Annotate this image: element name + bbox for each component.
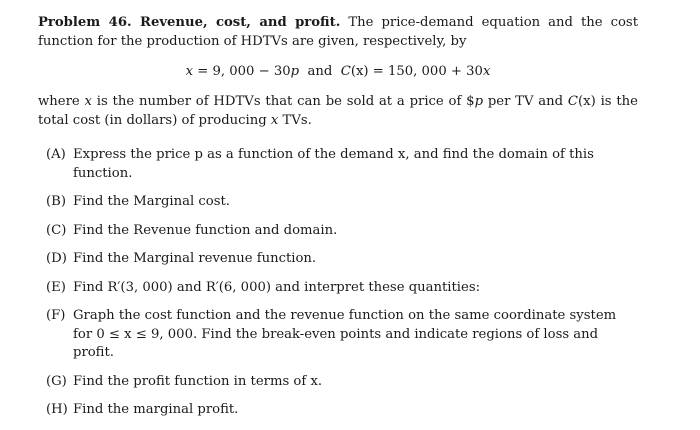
part-label: (H)	[46, 402, 68, 417]
part-label: (E)	[46, 279, 66, 295]
part-label: (C)	[46, 222, 67, 238]
explanation-arg-c: (x)	[578, 94, 596, 109]
explanation-var-c: C	[567, 94, 579, 109]
problem-explanation-paragraph	[38, 93, 638, 130]
part-label: (B)	[46, 194, 66, 209]
part-text: Find R′(3, 000) and R′(6, 000) and interpret these quantities:	[73, 279, 481, 295]
part-text: Express the price p as a function of the demand x, and find the domain of this function.	[73, 147, 594, 181]
part-text: Graph the cost function and the revenue function on the same coordinate system for 0 ≤ x ≤ 9, 000. Find the break-even points and indicate regions of loss and profit.	[73, 308, 617, 360]
part-label: (D)	[46, 251, 67, 266]
eq-lhs-x: x	[185, 64, 194, 79]
explanation-var-x2: x	[270, 112, 279, 128]
problem-heading: Problem 46. Revenue, cost, and profit.	[38, 15, 341, 30]
explanation-text-3: per TV and	[487, 94, 564, 109]
problem-part-g	[46, 373, 638, 392]
problem-part-h	[46, 401, 638, 420]
explanation-var-x: x	[84, 94, 92, 109]
problem-part-a	[46, 146, 638, 183]
problem-document	[38, 14, 638, 430]
part-label: (F)	[46, 308, 66, 323]
eq-rhs-demand: = 9, 000 − 30	[197, 64, 291, 79]
part-text: Find the Revenue function and domain.	[73, 222, 338, 238]
part-label: (G)	[46, 373, 67, 389]
part-label: (A)	[46, 147, 66, 162]
problem-parts-list	[38, 146, 638, 420]
eq-var-p: p	[290, 64, 300, 79]
problem-part-f	[46, 307, 638, 363]
explanation-var-p: p	[474, 94, 484, 109]
eq-lhs-c: C	[340, 64, 351, 79]
price-demand-cost-equation	[38, 63, 638, 81]
part-text: Find the Marginal revenue function.	[73, 251, 317, 266]
problem-intro-paragraph	[38, 14, 638, 51]
part-text: Find the profit function in terms of x.	[73, 373, 323, 389]
problem-intro-text: The price-demand equation and the cost function for the production of HDTVs are given, respectively, by	[38, 15, 638, 49]
part-text: Find the Marginal cost.	[73, 194, 230, 209]
eq-arg-x: (x)	[350, 64, 369, 79]
eq-connector: and	[307, 64, 333, 79]
eq-rhs-cost: = 150, 000 + 30	[372, 64, 483, 79]
problem-part-d	[46, 250, 638, 269]
problem-part-e	[46, 279, 638, 298]
explanation-text-5: TVs.	[282, 112, 312, 128]
problem-part-b	[46, 193, 638, 212]
eq-var-x: x	[482, 64, 491, 79]
explanation-text-1: where	[38, 94, 80, 109]
explanation-text-4: is the total cost (in dollars) of producing	[38, 94, 638, 128]
problem-part-c	[46, 222, 638, 241]
part-text: Find the marginal profit.	[73, 402, 239, 417]
explanation-text-2: is the number of HDTVs that can be sold at a price of $	[96, 94, 475, 109]
